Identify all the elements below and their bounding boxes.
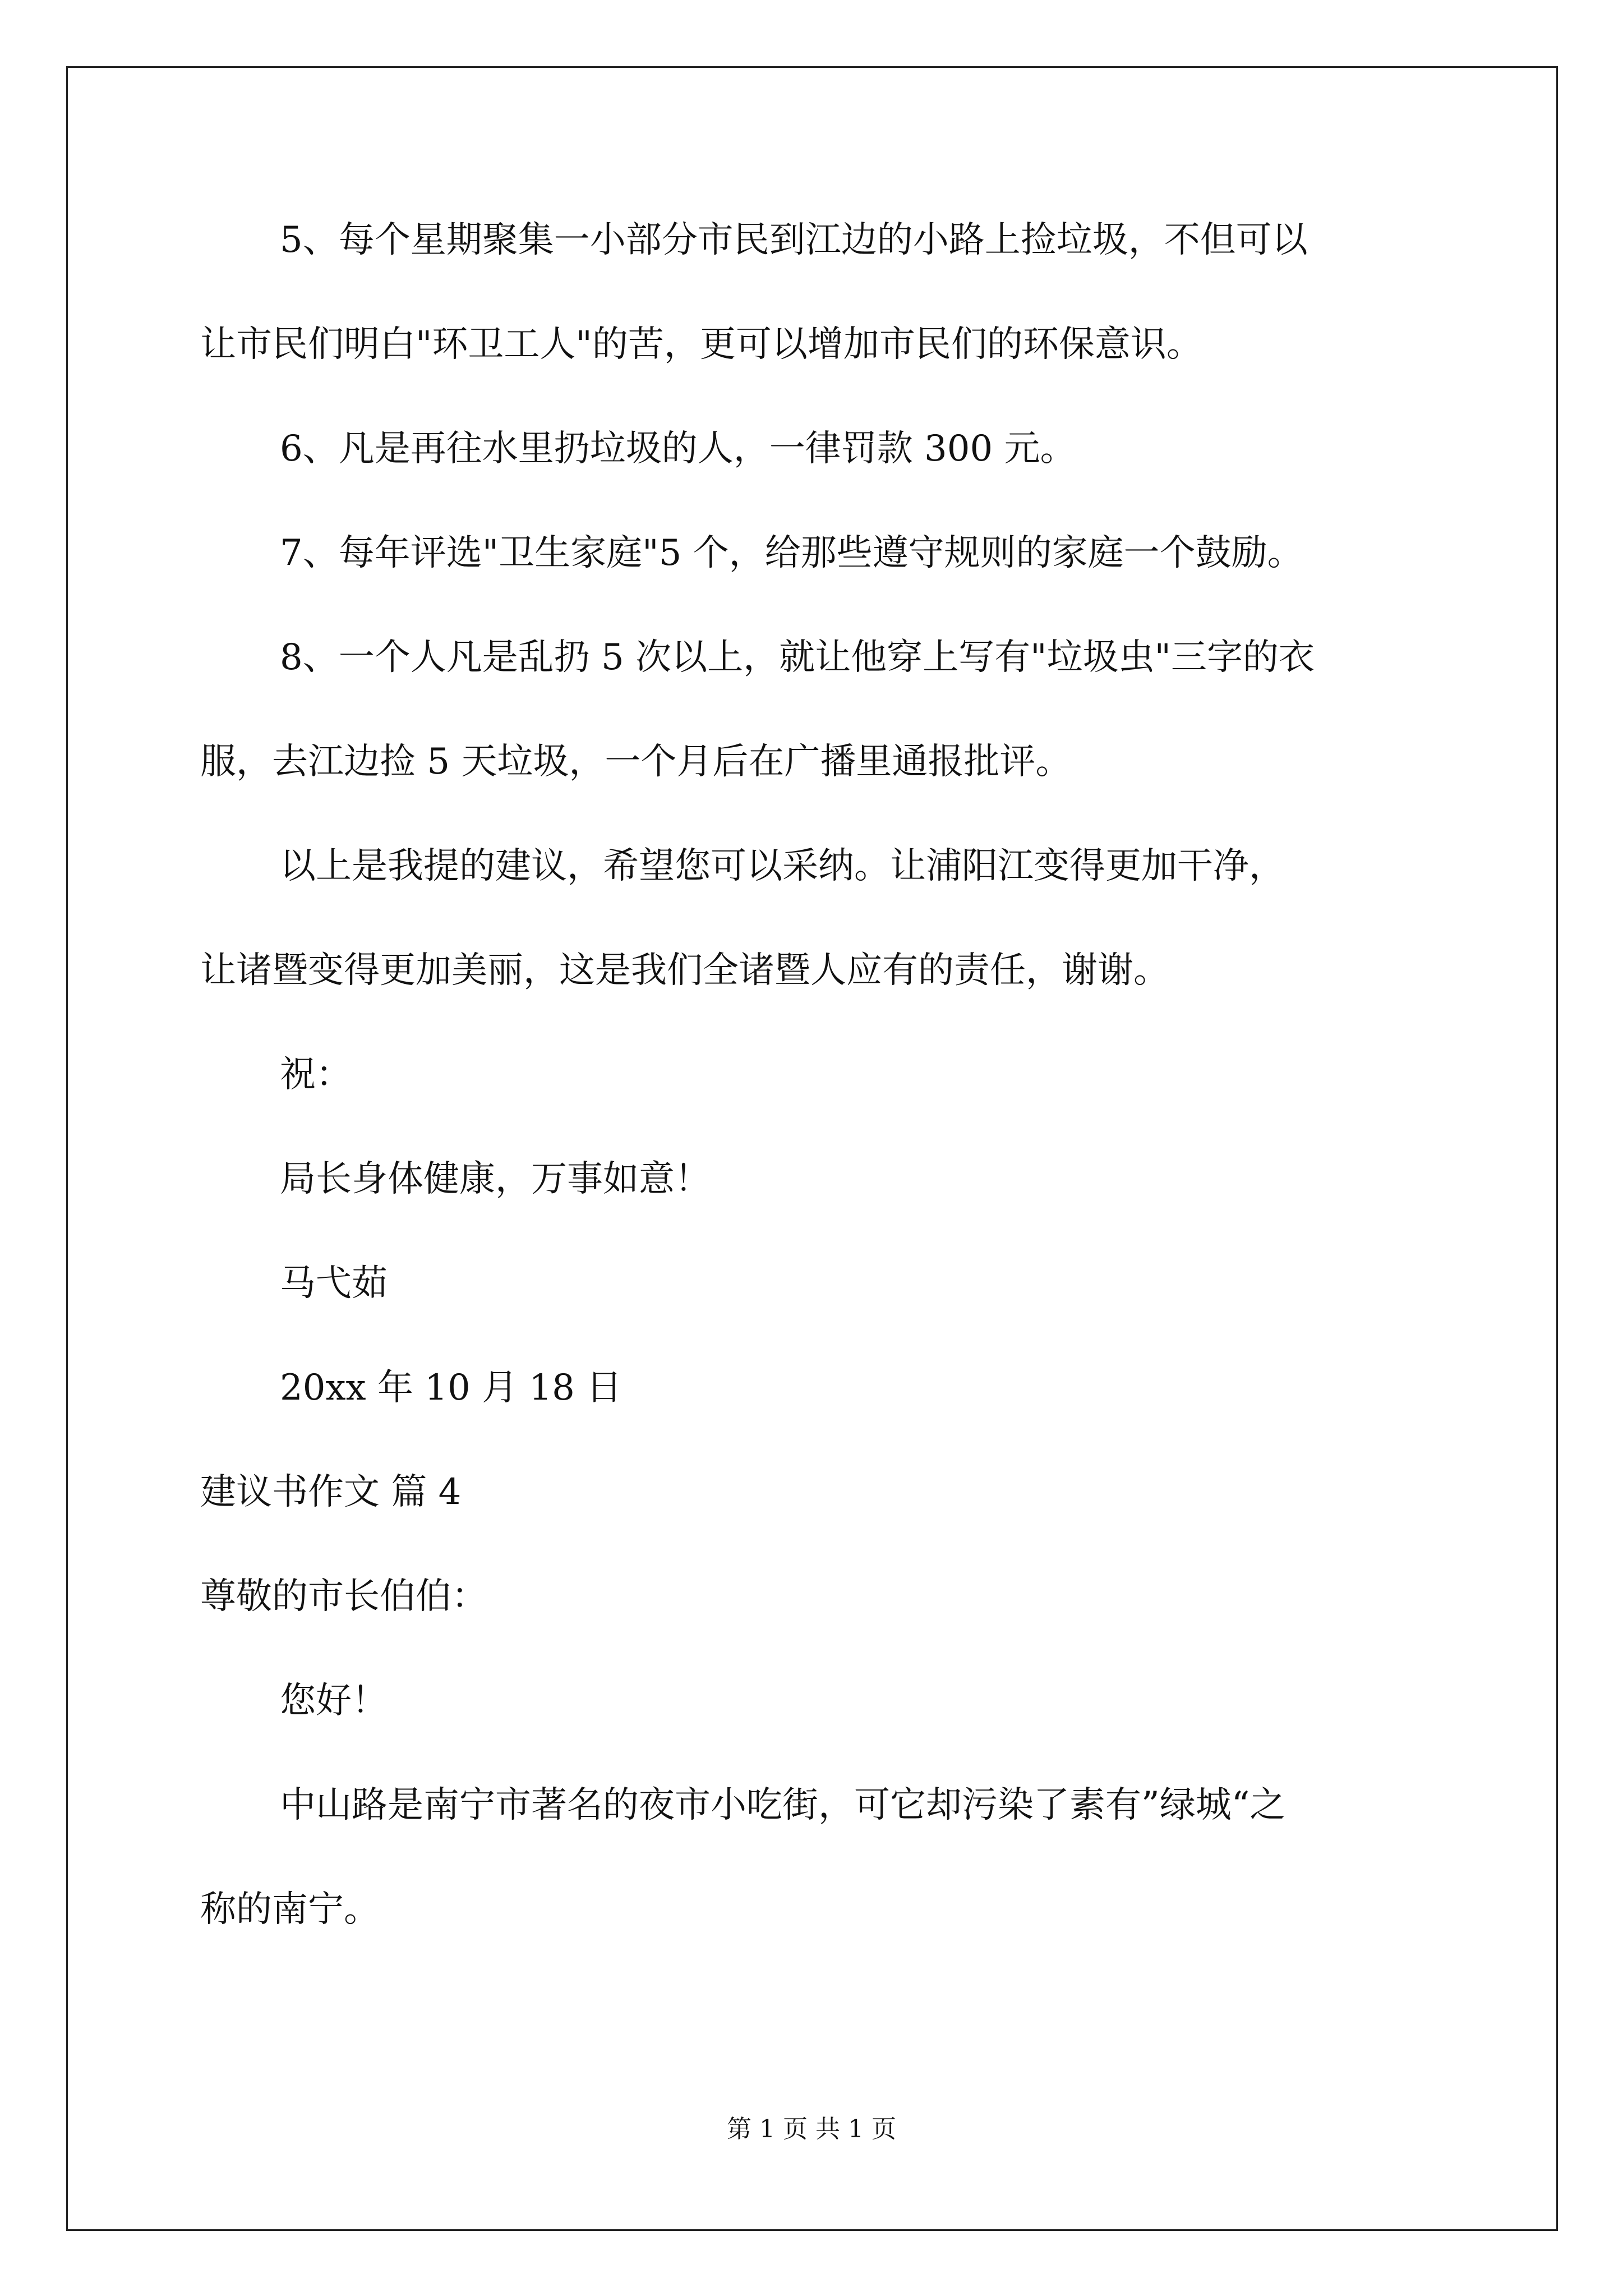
wish-line: 局长身体健康，万事如意！	[280, 1158, 711, 1200]
greeting-recipient: 尊敬的市长伯伯：	[200, 1576, 487, 1617]
date-line: 20xx 年 10 月 18 日	[280, 1367, 623, 1409]
document-body	[200, 213, 1479, 1936]
paragraph-line: 服，去江边捡 5 天垃圾，一个月后在广播里通报批评。	[200, 741, 1072, 783]
signature-line: 马弋茹	[280, 1263, 388, 1304]
page-footer: 第 1 页 共 1 页	[727, 2115, 896, 2143]
paragraph-line: 8、一个人凡是乱扔 5 次以上，就让他穿上写有"垃圾虫"三字的衣	[280, 637, 1315, 678]
paragraph-line: 中山路是南宁市著名的夜市小吃街，可它却污染了素有”绿城“之	[280, 1784, 1286, 1826]
salutation-line: 祝：	[280, 1054, 352, 1096]
paragraph-line: 让诸暨变得更加美丽，这是我们全诸暨人应有的责任，谢谢。	[200, 950, 1169, 991]
greeting-line: 您好！	[280, 1680, 388, 1722]
paragraph-line: 让市民们明白"环卫工人"的苦，更可以增加市民们的环保意识。	[200, 324, 1202, 365]
paragraph-line: 称的南宁。	[200, 1889, 380, 1930]
paragraph-line: 6、凡是再往水里扔垃圾的人，一律罚款 300 元。	[280, 428, 1076, 470]
paragraph-line: 5、每个星期聚集一小部分市民到江边的小路上捡垃圾，不但可以	[280, 219, 1308, 261]
section-heading: 建议书作文 篇 4	[200, 1471, 462, 1513]
paragraph-line: 以上是我提的建议，希望您可以采纳。让浦阳江变得更加干净，	[280, 845, 1285, 887]
paragraph-line: 7、每年评选"卫生家庭"5 个，给那些遵守规则的家庭一个鼓励。	[280, 532, 1303, 574]
